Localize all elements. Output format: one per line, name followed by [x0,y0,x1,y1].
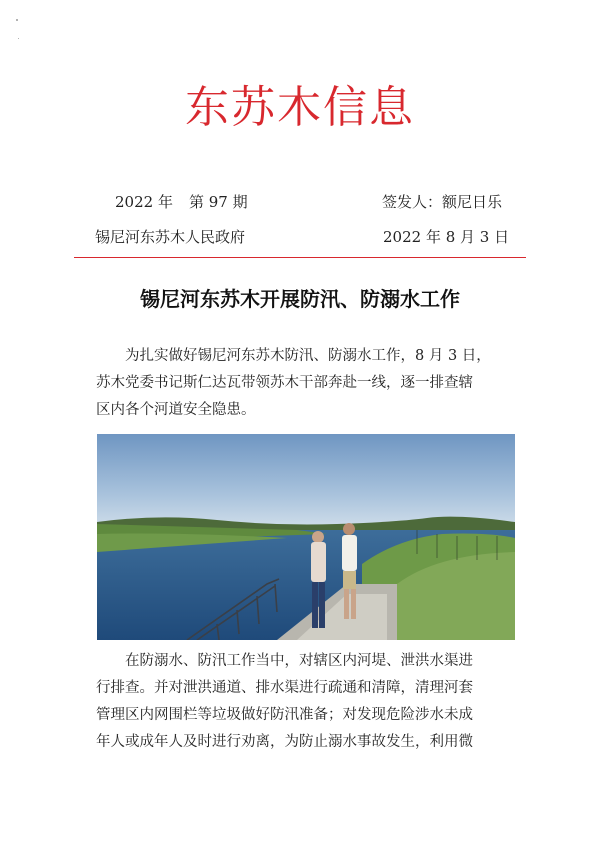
scan-speck [16,19,18,21]
issuing-organization: 锡尼河东苏木人民政府 [95,228,246,246]
paragraph-line: 苏木党委书记斯仁达瓦带领苏木干部奔赴一线，逐一排查辖 [96,375,473,391]
paragraph-line: 为扎实做好锡尼河东苏木防汛、防溺水工作，8 月 3 日， [96,348,491,364]
paragraph-line: 行排查。并对泄洪通道、排水渠进行疏通和清障，清理河套 [96,680,473,696]
header-divider [74,257,526,258]
river-inspection-photo [97,434,515,640]
issue-number: 第 97 期 [188,193,248,211]
paragraph-line: 区内各个河道安全隐患。 [96,402,256,418]
paragraph-line: 年人或成年人及时进行劝离，为防止溺水事故发生，利用微 [96,734,473,750]
paragraph-1 [96,343,516,424]
signer: 签发人：额尼日乐 [382,193,503,211]
paragraph-line: 管理区内网围栏等垃圾做好防汛准备；对发现危险涉水未成 [96,707,473,723]
issue-date: 2022 年 8 月 3 日 [383,228,510,246]
issue-year: 2022 年 [115,193,173,211]
scan-speck [18,38,19,39]
article-headline: 锡尼河东苏木开展防汛、防溺水工作 [140,287,460,311]
issue-info [115,192,248,212]
paragraph-line: 在防溺水、防汛工作当中，对辖区内河堤、泄洪水渠进 [96,653,473,669]
paragraph-2 [96,648,516,756]
masthead-title: 东苏木信息 [185,82,415,133]
